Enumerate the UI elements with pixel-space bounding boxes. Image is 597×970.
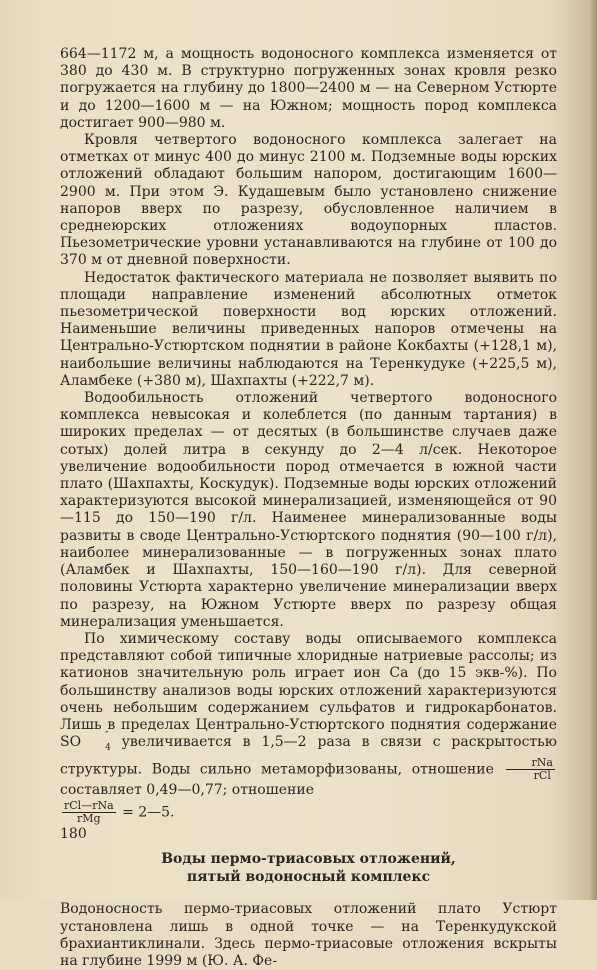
- paragraph-1: 664—1172 м, а мощность водоносного комплекса изменяется от 380 до 430 м. В структурно погруженных зонах кровля резко погружается на глубину до 1800—2400 м — на Северном Устюрте и до 1200—1600 м — на Южном; мощность пород комплекса достигает 900—980 м.: [60, 46, 557, 131]
- paragraph-5-part-a: По химическому составу воды описываемого комплекса представляют собой типичные хлоридные натриевые рассолы; из катионов значительную роль играет ион Са (до 15 экв-%). По большинству анализов воды юрских отложений характеризуются очень небольшим содержанием сульфатов и гидрокарбонатов. Лишь в пределах Центрально-Устюртского поднятия содержание SO: [60, 630, 557, 751]
- section-heading-line-1: Воды пермо-триасовых отложений,: [161, 851, 456, 868]
- page-text: [60, 46, 557, 970]
- paragraph-5-part-b: увеличивается в 1,5—2 раза в связи с раскрытостью структуры. Воды сильно метаморфизованы, отношение: [60, 734, 557, 778]
- fraction-numerator: rCl—rNa: [64, 799, 114, 813]
- fraction-denominator: rCl: [533, 769, 551, 783]
- fraction-numerator: rNa: [506, 757, 555, 770]
- ratio-fraction-cl-na-mg: [62, 800, 116, 825]
- section-heading-line-2: пятый водоносный комплекс: [186, 868, 431, 885]
- ratio-formula: [60, 800, 557, 825]
- page-number: 180: [60, 826, 87, 842]
- ratio-fraction-na-cl: [506, 757, 555, 782]
- paragraph-4: Водообильность отложений четвертого водоносного комплекса невысокая и колеблется (по данным тартания) в широких пределах — от десятых (в большинстве случаев даже сотых) долей литра в секунду до 2—4 л/сек. Некоторое увеличение водообильности пород отмечается в южной части плато (Шахпахты, Коскудук). Подземные воды юрских отложений характеризуются высокой минерализацией, изменяющейся от 90—115 до 150—190 г/л. Наименее минерализованные воды развиты в своде Центрально-Устюртского поднятия (90—100 г/л), наиболее минерализованные — в погруженных зонах плато (Аламбек и Шахпахты, 150—160—190 г/л). Для северной половины Устюрта характерно увеличение минерализации вверх по разрезу, на Южном Устюрте вверх по разрезу общая минерализация уменьшается.: [60, 390, 557, 630]
- paragraph-5: [60, 631, 557, 799]
- paragraph-5-part-c: составляет 0,49—0,77; отношение: [60, 782, 314, 799]
- fraction-denominator: rMg: [77, 812, 101, 826]
- paragraph-3: Недостаток фактического материала не позволяет выявить по площади направление изменений абсолютных отметок пьезометрической поверхности вод юрских отложений. Наименьшие величины приведенных напоров отмечены на Центрально-Устюртском поднятии в районе Кокбахты (+128,1 м), наибольшие величины наблюдаются на Теренкудуке (+225,5 м), Аламбеке (+380 м), Шахпахты (+222,7 м).: [60, 269, 557, 389]
- so4-subscript: 4: [105, 742, 111, 753]
- section-heading: [60, 851, 557, 886]
- paragraph-6: Водоносность пермо-триасовых отложений плато Устюрт установлена лишь в одной точке — на Теренкудукской брахиантиклинали. Здесь пермо-триасовые отложения вскрыты на глубине 1999 м (Ю. А. Фе-: [60, 901, 557, 969]
- so4-superscript: ″: [105, 731, 109, 742]
- paragraph-2: Кровля четвертого водоносного комплекса залегает на отметках от минус 400 до минус 2100 м. Подземные воды юрских отложений обладают большим напором, достигающим 1600—2900 м. При этом Э. Кудашевым было установлено снижение напоров вверх по разрезу, обусловленное наличием в среднеюрских отложениях водоупорных пластов. Пьезометрические уровни устанавливаются на глубине от 100 до 370 м от дневной поверхности.: [60, 132, 557, 269]
- formula-result: = 2—5.: [117, 804, 175, 821]
